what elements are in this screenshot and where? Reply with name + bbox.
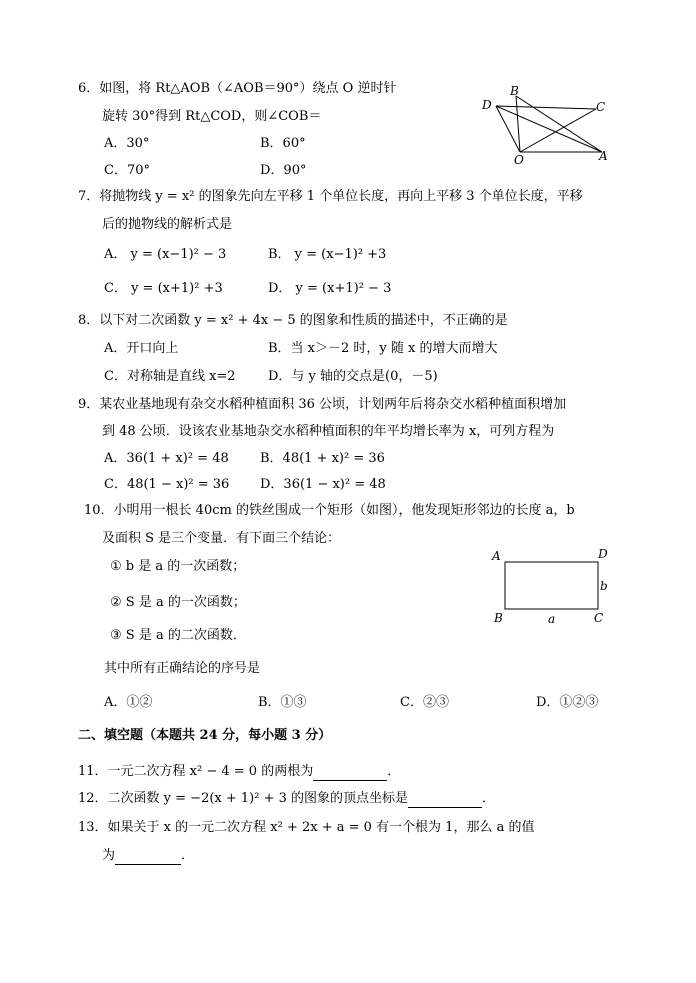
- q6-stem-line2: 旋转 30°得到 Rt△COD，则∠COB＝: [102, 109, 322, 124]
- q10-option-c: C．②③: [400, 695, 449, 710]
- q13-text: 为: [102, 848, 116, 863]
- q9-option-d: D．36(1 − x)² = 48: [260, 477, 386, 492]
- q6-label-b: B: [510, 84, 519, 98]
- q10-option-b: B．①③: [258, 695, 307, 710]
- q9-stem-line1: 9．某农业基地现有杂交水稻种植面积 36 公顷，计划两年后将杂交水稻种植面积增加: [78, 397, 567, 412]
- q11-answer-blank[interactable]: [313, 766, 387, 781]
- q13-end: ．: [181, 848, 195, 863]
- q7-option-c: C． y = (x+1)² +3: [104, 281, 223, 296]
- q6-option-b: B．60°: [260, 136, 306, 151]
- q10-label-d-vertex: D: [598, 547, 608, 561]
- q12-end: ．: [482, 791, 496, 806]
- q10-conclusion-1: ① b 是 a 的一次函数；: [110, 559, 246, 574]
- q12-text: 12．二次函数 y = −2(x + 1)² + 3 的图象的顶点坐标是: [78, 791, 409, 806]
- q13-line2: [102, 847, 194, 865]
- q10-label-a-vertex: A: [492, 549, 501, 563]
- q11-end: ．: [387, 764, 401, 779]
- q9-option-b: B．48(1 + x)² = 36: [260, 451, 385, 466]
- q10-label-c-vertex: C: [594, 611, 604, 625]
- q9-stem-line2: 到 48 公顷．设该农业基地杂交水稻种植面积的年平均增长率为 x，可列方程为: [102, 424, 555, 439]
- q7-stem-line2: 后的抛物线的解析式是: [102, 217, 233, 232]
- q6-label-o: O: [514, 153, 524, 167]
- q10-label-side-a: a: [548, 612, 556, 626]
- q11-text: 11．一元二次方程 x² − 4 = 0 的两根为: [78, 764, 314, 779]
- q13-line1: 13．如果关于 x 的一元二次方程 x² + 2x + a = 0 有一个根为 1，那么 a 的值: [78, 820, 535, 835]
- q10-stem-line1: 10．小明用一根长 40cm 的铁丝围成一个矩形（如图），他发现矩形邻边的长度 a，b: [84, 503, 575, 518]
- q10-option-d: D．①②③: [536, 695, 599, 710]
- q6-label-d: D: [482, 98, 492, 112]
- q10-ask: 其中所有正确结论的序号是: [104, 661, 261, 676]
- q7-option-a: A． y = (x−1)² − 3: [104, 247, 227, 262]
- q12: [78, 790, 495, 808]
- q7-option-d: D． y = (x+1)² − 3: [268, 281, 392, 296]
- q10-label-b-vertex: B: [494, 611, 503, 625]
- q6-option-c: C．70°: [104, 163, 150, 178]
- q6-option-a: A．30°: [104, 136, 150, 151]
- q6-stem-line1: 6．如图，将 Rt△AOB（∠AOB＝90°）绕点 O 逆时针: [78, 81, 397, 96]
- q12-answer-blank[interactable]: [408, 793, 482, 808]
- q10-stem-line2: 及面积 S 是三个变量．有下面三个结论：: [102, 531, 341, 546]
- q10-rectangle-figure: [486, 544, 616, 628]
- q9-option-a: A．36(1 + x)² = 48: [104, 451, 229, 466]
- section-2-heading: 二、填空题（本题共 24 分，每小题 3 分）: [78, 728, 332, 743]
- q8-option-b: B．当 x＞－2 时，y 随 x 的增大而增大: [268, 341, 498, 356]
- q11: [78, 763, 400, 781]
- q8-stem: 8．以下对二次函数 y = x² + 4x − 5 的图象和性质的描述中，不正确的是: [78, 313, 508, 328]
- q6-label-c: C: [596, 100, 606, 114]
- q10-conclusion-2: ② S 是 a 的一次函数；: [110, 595, 246, 610]
- q13-answer-blank[interactable]: [115, 850, 181, 865]
- q6-option-d: D．90°: [260, 163, 307, 178]
- q7-option-b: B． y = (x−1)² +3: [268, 247, 387, 262]
- q8-option-c: C．对称轴是直线 x=2: [104, 369, 236, 384]
- q8-option-a: A．开口向上: [104, 341, 179, 356]
- q10-conclusion-3: ③ S 是 a 的二次函数．: [110, 628, 246, 643]
- q6-rotated-triangle-figure: [478, 82, 618, 168]
- q9-option-c: C．48(1 − x)² = 36: [104, 477, 230, 492]
- q10-label-side-b: b: [600, 579, 608, 593]
- q6-label-a: A: [599, 149, 608, 163]
- q7-stem-line1: 7．将抛物线 y = x² 的图象先向左平移 1 个单位长度，再向上平移 3 个单位长度，平移: [78, 189, 583, 204]
- q8-option-d: D．与 y 轴的交点是(0，－5): [268, 369, 438, 384]
- q10-option-a: A．①②: [104, 695, 153, 710]
